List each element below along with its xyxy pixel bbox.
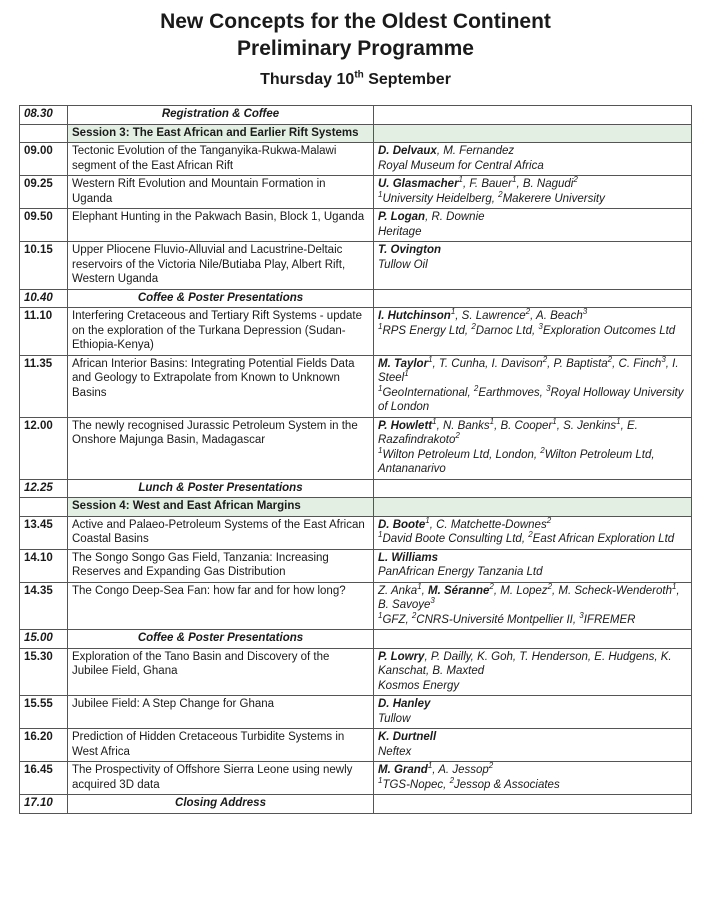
- author-text: , P. Baptista: [547, 357, 608, 370]
- author-list: [378, 581, 687, 613]
- affiliation-text: Kosmos Energy: [378, 679, 460, 692]
- author-text: D. Delvaux: [378, 145, 437, 157]
- affiliation-text: Exploration Outcomes Ltd: [542, 324, 676, 337]
- row-blank: [374, 106, 692, 125]
- row-time: 11.35: [20, 355, 68, 417]
- break-label: Lunch & Poster Presentations: [68, 479, 374, 498]
- affiliation: [378, 445, 687, 477]
- programme-row-break: [20, 479, 692, 498]
- row-time: 12.00: [20, 417, 68, 479]
- row-time: 13.45: [20, 516, 68, 549]
- affiliation-text: Makerere University: [502, 192, 605, 205]
- author-list: [378, 354, 687, 386]
- affiliation-text: GeoInternational,: [382, 386, 474, 399]
- session-title: Session 4: West and East African Margins: [68, 498, 374, 517]
- affiliation: [378, 189, 687, 207]
- author-text: , C. Finch: [612, 357, 662, 370]
- affiliation: [378, 159, 687, 174]
- talk-authors: [374, 516, 692, 549]
- programme-row-talk: [20, 516, 692, 549]
- talk-authors: [374, 582, 692, 630]
- row-time: [20, 498, 68, 517]
- break-label: Registration & Coffee: [68, 106, 374, 125]
- affiliation-marker: 1: [378, 775, 383, 785]
- author-list: [378, 210, 687, 225]
- row-blank: [374, 479, 692, 498]
- affiliation-marker: 2: [528, 530, 533, 540]
- row-time: 16.45: [20, 762, 68, 795]
- programme-row-talk: [20, 242, 692, 290]
- row-time: 09.25: [20, 176, 68, 209]
- affiliation: [378, 745, 687, 760]
- affiliation: [378, 679, 687, 694]
- author-text: , B. Nagudi: [516, 178, 574, 190]
- author-marker: 2: [489, 581, 494, 591]
- affiliation-marker: 2: [411, 610, 417, 620]
- row-blank: [374, 795, 692, 814]
- author-marker: 2: [542, 354, 548, 364]
- author-text: , A. Jessop: [432, 764, 489, 776]
- programme-row-talk: [20, 762, 692, 795]
- author-list: [378, 697, 687, 712]
- author-text: P. Logan: [378, 211, 426, 223]
- affiliation-marker: 1: [378, 189, 383, 199]
- author-text: , A. Beach: [530, 310, 583, 322]
- row-time: 15.55: [20, 696, 68, 729]
- programme-row-talk: [20, 729, 692, 762]
- author-marker: 2: [547, 581, 553, 591]
- row-blank: [374, 630, 692, 649]
- talk-authors: [374, 143, 692, 176]
- talk-title: Western Rift Evolution and Mountain Formation in Uganda: [68, 176, 374, 209]
- talk-authors: [374, 762, 692, 795]
- author-marker: 2: [546, 515, 552, 525]
- author-text: , M. Scheck-Wenderoth: [552, 584, 672, 597]
- author-text: T. Ovington: [378, 244, 442, 256]
- affiliation-text: PanAfrican Energy Tanzania Ltd: [378, 566, 543, 578]
- row-time: 14.35: [20, 582, 68, 630]
- affiliation-text: Tullow: [378, 712, 411, 725]
- break-label: Closing Address: [68, 795, 374, 814]
- affiliation: [378, 712, 687, 727]
- author-text: K. Durtnell: [378, 731, 437, 743]
- author-marker: 2: [455, 431, 460, 441]
- author-text: P. Howlett: [378, 419, 433, 432]
- row-time: [20, 124, 68, 143]
- affiliation: [378, 610, 687, 628]
- talk-title: The newly recognised Jurassic Petroleum System in the Onshore Majunga Basin, Madagascar: [68, 417, 374, 479]
- author-text: D. Boote: [378, 518, 426, 531]
- talk-title: Elephant Hunting in the Pakwach Basin, Block 1, Uganda: [68, 209, 374, 242]
- row-time: 09.00: [20, 143, 68, 176]
- author-text: M. Séranne: [428, 584, 490, 597]
- author-marker: 3: [582, 307, 588, 317]
- author-marker: 2: [573, 175, 578, 185]
- talk-authors: [374, 549, 692, 582]
- programme-row-talk: [20, 176, 692, 209]
- author-list: [378, 177, 687, 192]
- programme-row-break: [20, 289, 692, 308]
- author-text: , M. Fernandez: [436, 145, 515, 157]
- author-text: , F. Bauer: [463, 178, 513, 190]
- row-blank: [374, 498, 692, 517]
- author-text: , I. Steel: [378, 357, 679, 384]
- talk-authors: [374, 729, 692, 762]
- affiliation-text: East African Exploration Ltd: [532, 533, 675, 545]
- affiliation-marker: 1: [378, 610, 383, 620]
- row-time: 10.15: [20, 242, 68, 290]
- talk-title: Jubilee Field: A Step Change for Ghana: [68, 696, 374, 729]
- programme-row-session: [20, 498, 692, 517]
- affiliation-marker: 2: [540, 445, 545, 455]
- author-list: [378, 144, 687, 159]
- affiliation-marker: 1: [378, 383, 383, 393]
- affiliation-text: Neftex: [378, 745, 412, 758]
- talk-authors: [374, 242, 692, 290]
- author-marker: 1: [512, 175, 517, 185]
- affiliation-text: CNRS-Université Montpellier II,: [416, 613, 580, 626]
- author-marker: 1: [427, 761, 433, 771]
- affiliation: [378, 258, 687, 273]
- affiliation-marker: 3: [579, 610, 584, 620]
- programme-subtitle: Preliminary Programme: [237, 37, 474, 60]
- author-marker: 1: [404, 369, 409, 379]
- session-title: Session 3: The East African and Earlier Rift Systems: [68, 124, 374, 143]
- affiliation-text: Wilton Petroleum Ltd, London,: [382, 448, 541, 461]
- talk-title: Tectonic Evolution of the Tanganyika-Rukwa-Malawi segment of the East African Rift: [68, 143, 374, 176]
- author-text: , E. Razafindrakoto: [378, 419, 638, 446]
- author-marker: 1: [489, 416, 495, 426]
- day-heading-text: Thursday 10: [260, 71, 355, 88]
- programme-row-talk: [20, 549, 692, 582]
- programme-row-break: [20, 630, 692, 649]
- row-blank: [374, 289, 692, 308]
- affiliation-text: IFREMER: [583, 613, 636, 626]
- talk-title: Upper Pliocene Fluvio-Alluvial and Lacustrine-Deltaic reservoirs of the Victoria Nile/Butiaba Play, Albert Rift, Western Uganda: [68, 242, 374, 290]
- author-list: [378, 730, 687, 745]
- author-text: Z. Anka: [378, 584, 418, 597]
- author-marker: 1: [417, 581, 422, 591]
- author-text: , B. Savoye: [378, 584, 680, 611]
- affiliation-text: Heritage: [378, 225, 422, 238]
- author-text: M. Grand: [378, 764, 428, 776]
- affiliation-marker: 2: [473, 383, 479, 393]
- programme-row-talk: [20, 648, 692, 696]
- affiliation-text: Jessop & Associates: [454, 778, 560, 791]
- affiliation-text: TGS-Nopec,: [382, 778, 450, 791]
- author-list: [378, 416, 687, 448]
- programme-row-break: [20, 795, 692, 814]
- author-text: , R. Downie: [425, 211, 485, 223]
- author-text: ,: [421, 584, 429, 597]
- row-time: 09.50: [20, 209, 68, 242]
- row-time: 08.30: [20, 106, 68, 125]
- break-label: Coffee & Poster Presentations: [68, 289, 374, 308]
- author-marker: 3: [661, 354, 666, 364]
- affiliation-text: Earthmoves,: [478, 386, 547, 399]
- author-text: U. Glasmacher: [378, 178, 459, 190]
- talk-title: African Interior Basins: Integrating Potential Fields Data and Geology to Extrapolate from Known to Unknown Basins: [68, 355, 374, 417]
- programme-row-talk: [20, 209, 692, 242]
- author-text: I. Hutchinson: [378, 310, 451, 322]
- talk-authors: [374, 648, 692, 696]
- affiliation-text: Wilton Petroleum Ltd, Antananarivo: [378, 448, 655, 475]
- affiliation-text: Tullow Oil: [378, 258, 428, 271]
- talk-title: Active and Palaeo-Petroleum Systems of the East African Coastal Basins: [68, 516, 374, 549]
- author-text: L. Williams: [378, 551, 438, 564]
- author-text: , B. Cooper: [494, 419, 553, 432]
- author-text: M. Taylor: [378, 357, 429, 370]
- programme-row-talk: [20, 417, 692, 479]
- talk-title: Exploration of the Tano Basin and Discovery of the Jubilee Field, Ghana: [68, 648, 374, 696]
- affiliation: [378, 532, 687, 547]
- affiliation-marker: 2: [498, 189, 503, 199]
- author-text: D. Hanley: [378, 698, 431, 710]
- author-marker: 1: [425, 515, 430, 525]
- author-marker: 3: [430, 596, 435, 606]
- affiliation-marker: 3: [546, 383, 551, 393]
- talk-authors: [374, 696, 692, 729]
- talk-title: The Prospectivity of Offshore Sierra Leone using newly acquired 3D data: [68, 762, 374, 795]
- author-list: [378, 309, 687, 324]
- affiliation-text: Darnoc Ltd,: [475, 324, 539, 337]
- author-marker: 2: [488, 761, 494, 771]
- row-time: 15.00: [20, 630, 68, 649]
- author-list: [378, 551, 687, 566]
- day-heading-ordinal: th: [354, 69, 364, 81]
- talk-authors: [374, 209, 692, 242]
- row-time: 14.10: [20, 549, 68, 582]
- row-time: 16.20: [20, 729, 68, 762]
- programme-row-break: [20, 106, 692, 125]
- affiliation: [378, 321, 687, 339]
- author-marker: 1: [458, 175, 463, 185]
- affiliation-text: RPS Energy Ltd,: [382, 324, 472, 337]
- author-marker: 2: [525, 307, 531, 317]
- affiliation: [378, 565, 687, 580]
- author-marker: 1: [450, 307, 456, 317]
- programme-row-talk: [20, 355, 692, 417]
- author-text: , S. Jenkins: [556, 419, 617, 432]
- programme-title: New Concepts for the Oldest Continent: [160, 10, 551, 33]
- affiliation-marker: 1: [378, 321, 383, 331]
- affiliation: [378, 225, 687, 240]
- affiliation-marker: 1: [378, 530, 383, 540]
- author-marker: 1: [428, 354, 433, 364]
- day-heading: [0, 71, 711, 89]
- row-time: 11.10: [20, 308, 68, 356]
- author-text: , P. Dailly, K. Goh, T. Henderson, E. Hudgens, K. Kanschat, B. Maxted: [378, 650, 672, 677]
- programme-table-body: [20, 106, 692, 814]
- affiliation-text: Royal Holloway University of London: [378, 386, 684, 413]
- affiliation: [378, 775, 687, 793]
- affiliation: [378, 383, 687, 415]
- author-marker: 1: [432, 416, 437, 426]
- programme-row-talk: [20, 308, 692, 356]
- programme-table: [19, 105, 692, 814]
- row-blank: [374, 124, 692, 143]
- author-marker: 1: [616, 416, 621, 426]
- author-text: , M. Lopez: [493, 584, 548, 597]
- author-marker: 1: [671, 581, 677, 591]
- programme-row-talk: [20, 696, 692, 729]
- day-heading-month: September: [363, 71, 451, 88]
- talk-title: Prediction of Hidden Cretaceous Turbidite Systems in West Africa: [68, 729, 374, 762]
- talk-authors: [374, 355, 692, 417]
- row-time: 17.10: [20, 795, 68, 814]
- talk-authors: [374, 417, 692, 479]
- author-list: [378, 243, 687, 258]
- talk-authors: [374, 176, 692, 209]
- affiliation-marker: 2: [449, 775, 455, 785]
- affiliation-marker: 3: [538, 321, 543, 331]
- author-text: , C. Matchette-Downes: [429, 518, 547, 531]
- author-list: [378, 650, 687, 679]
- author-text: , N. Banks: [436, 419, 490, 432]
- author-text: , S. Lawrence: [455, 310, 526, 322]
- affiliation-text: David Boote Consulting Ltd,: [382, 533, 529, 545]
- talk-title: The Songo Songo Gas Field, Tanzania: Increasing Reserves and Expanding Gas Distribution: [68, 549, 374, 582]
- row-time: 15.30: [20, 648, 68, 696]
- author-text: P. Lowry: [378, 650, 425, 663]
- programme-row-talk: [20, 582, 692, 630]
- talk-authors: [374, 308, 692, 356]
- talk-title: Interfering Cretaceous and Tertiary Rift Systems - update on the exploration of the Turkana Depression (Sudan-Ethiopia-Kenya): [68, 308, 374, 356]
- row-time: 10.40: [20, 289, 68, 308]
- programme-row-talk: [20, 143, 692, 176]
- affiliation-text: GFZ,: [382, 613, 412, 626]
- affiliation-text: Royal Museum for Central Africa: [378, 159, 544, 172]
- author-marker: 2: [607, 354, 613, 364]
- break-label: Coffee & Poster Presentations: [68, 630, 374, 649]
- affiliation-text: University Heidelberg,: [382, 192, 499, 205]
- programme-row-session: [20, 124, 692, 143]
- author-marker: 1: [552, 416, 557, 426]
- author-list: [378, 763, 687, 778]
- row-time: 12.25: [20, 479, 68, 498]
- talk-title: The Congo Deep-Sea Fan: how far and for how long?: [68, 582, 374, 630]
- affiliation-marker: 2: [471, 321, 476, 331]
- author-text: , T. Cunha, I. Davison: [432, 357, 543, 370]
- affiliation-marker: 1: [378, 445, 383, 455]
